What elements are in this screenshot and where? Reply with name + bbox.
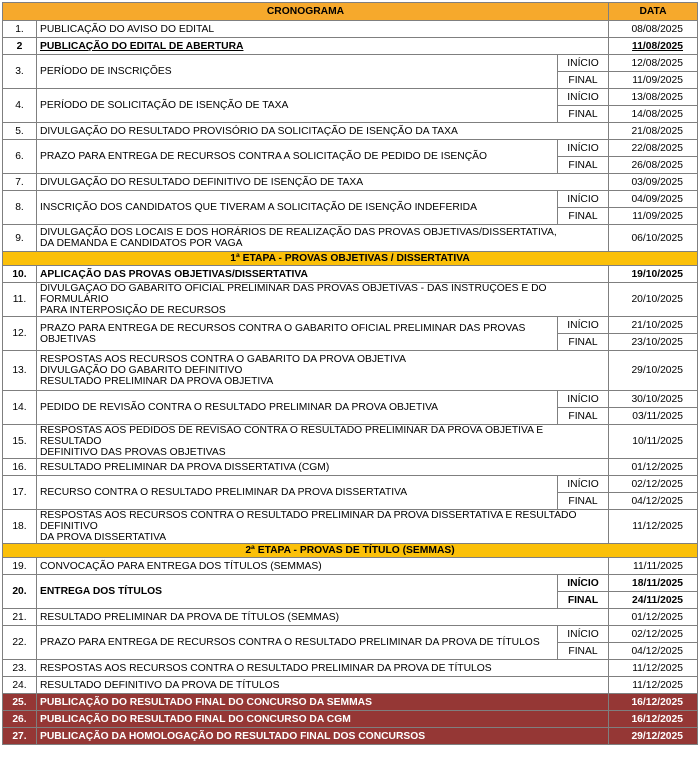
row-number: 16. xyxy=(3,459,37,476)
row-event-line: RESPOSTAS AOS RECURSOS CONTRA O RESULTADO PRELIMINAR DA PROVA DISSERTATIVA E RESULTADO DEFINITIVO xyxy=(40,510,577,532)
table-row xyxy=(3,660,698,677)
row-date: 11/12/2025 xyxy=(609,660,698,677)
stage-row xyxy=(3,252,698,266)
row-date: 06/10/2025 xyxy=(609,225,698,252)
row-event: RECURSO CONTRA O RESULTADO PRELIMINAR DA PROVA DISSERTATIVA xyxy=(37,476,558,510)
row-date: 11/12/2025 xyxy=(609,677,698,694)
row-date-end: 03/11/2025 xyxy=(609,408,698,425)
row-event: CONVOCAÇÃO PARA ENTREGA DOS TÍTULOS (SEMMAS) xyxy=(37,558,609,575)
row-event-line: RESULTADO PRELIMINAR DA PROVA OBJETIVA xyxy=(40,376,274,387)
row-event: PUBLICAÇÃO DO RESULTADO FINAL DO CONCURSO DA SEMMAS xyxy=(37,694,609,711)
table-row xyxy=(3,425,698,459)
table-row xyxy=(3,677,698,694)
row-number: 15. xyxy=(3,425,37,459)
table-row xyxy=(3,558,698,575)
row-number: 20. xyxy=(3,575,37,609)
label-final: FINAL xyxy=(558,592,609,609)
row-date-end: 24/11/2025 xyxy=(609,592,698,609)
table-row xyxy=(3,575,698,592)
row-number: 11. xyxy=(3,283,37,317)
row-event xyxy=(37,351,609,391)
row-event xyxy=(37,510,609,544)
label-final: FINAL xyxy=(558,157,609,174)
row-event: PUBLICAÇÃO DO AVISO DO EDITAL xyxy=(37,21,609,38)
row-date-start: 13/08/2025 xyxy=(609,89,698,106)
row-event-text: PUBLICAÇÃO DO EDITAL DE ABERTURA xyxy=(40,40,244,52)
table-row xyxy=(3,123,698,140)
label-inicio: INÍCIO xyxy=(558,140,609,157)
row-date-end: 04/12/2025 xyxy=(609,643,698,660)
row-event: APLICAÇÃO DAS PROVAS OBJETIVAS/DISSERTATIVA xyxy=(37,266,609,283)
row-date: 16/12/2025 xyxy=(609,694,698,711)
row-event xyxy=(37,283,609,317)
row-event xyxy=(37,317,558,351)
row-number: 14. xyxy=(3,391,37,425)
label-final: FINAL xyxy=(558,493,609,510)
stage-title: 1ª ETAPA - PROVAS OBJETIVAS / DISSERTATIVA xyxy=(3,252,698,266)
row-date-start: 12/08/2025 xyxy=(609,55,698,72)
row-number: 22. xyxy=(3,626,37,660)
row-event-line: DA DEMANDA E CANDIDATOS POR VAGA xyxy=(40,238,243,249)
row-event-line: PRAZO PARA ENTREGA DE RECURSOS CONTRA O GABARITO OFICIAL PRELIMINAR DAS PROVAS xyxy=(40,322,526,334)
row-event: RESPOSTAS AOS RECURSOS CONTRA O RESULTADO PRELIMINAR DA PROVA DE TÍTULOS xyxy=(37,660,609,677)
table-row xyxy=(3,609,698,626)
table-row xyxy=(3,38,698,55)
row-event: PERÍODO DE SOLICITAÇÃO DE ISENÇÃO DE TAXA xyxy=(37,89,558,123)
label-inicio: INÍCIO xyxy=(558,391,609,408)
row-date: 29/12/2025 xyxy=(609,728,698,745)
row-event: PERÍODO DE INSCRIÇÕES xyxy=(37,55,558,89)
row-number: 12. xyxy=(3,317,37,351)
row-date-text: 11/08/2025 xyxy=(632,40,683,52)
table-row xyxy=(3,89,698,106)
row-number: 27. xyxy=(3,728,37,745)
row-number: 8. xyxy=(3,191,37,225)
row-number: 25. xyxy=(3,694,37,711)
row-event xyxy=(37,425,609,459)
row-date: 01/12/2025 xyxy=(609,459,698,476)
row-event: PRAZO PARA ENTREGA DE RECURSOS CONTRA O RESULTADO PRELIMINAR DA PROVA DE TÍTULOS xyxy=(37,626,558,660)
row-event xyxy=(37,38,609,55)
row-date: 21/08/2025 xyxy=(609,123,698,140)
row-date-start: 22/08/2025 xyxy=(609,140,698,157)
row-number: 26. xyxy=(3,711,37,728)
row-event: ENTREGA DOS TÍTULOS xyxy=(37,575,558,609)
row-date-start: 30/10/2025 xyxy=(609,391,698,408)
header-cronograma: CRONOGRAMA xyxy=(3,3,609,21)
row-event: PUBLICAÇÃO DO RESULTADO FINAL DO CONCURSO DA CGM xyxy=(37,711,609,728)
label-inicio: INÍCIO xyxy=(558,626,609,643)
table-row xyxy=(3,711,698,728)
label-final: FINAL xyxy=(558,334,609,351)
row-event: PUBLICAÇÃO DA HOMOLOGAÇÃO DO RESULTADO FINAL DOS CONCURSOS xyxy=(37,728,609,745)
label-inicio: INÍCIO xyxy=(558,476,609,493)
row-event: INSCRIÇÃO DOS CANDIDATOS QUE TIVERAM A SOLICITAÇÃO DE ISENÇÃO INDEFERIDA xyxy=(37,191,558,225)
row-event: PEDIDO DE REVISÃO CONTRA O RESULTADO PRELIMINAR DA PROVA OBJETIVA xyxy=(37,391,558,425)
row-event xyxy=(37,225,609,252)
row-event-line: DIVULGAÇÃO DO GABARITO OFICIAL PRELIMINAR DAS PROVAS OBJETIVAS - DAS INSTRUÇÕES E DO FORMULÁRIO xyxy=(40,283,547,305)
row-event-line: DA PROVA DISSERTATIVA xyxy=(40,532,167,543)
label-final: FINAL xyxy=(558,208,609,225)
row-date xyxy=(609,38,698,55)
label-inicio: INÍCIO xyxy=(558,55,609,72)
row-date-end: 11/09/2025 xyxy=(609,72,698,89)
table-row xyxy=(3,191,698,208)
table-header xyxy=(3,3,698,21)
row-date: 01/12/2025 xyxy=(609,609,698,626)
table-row xyxy=(3,459,698,476)
row-date: 19/10/2025 xyxy=(609,266,698,283)
table-row xyxy=(3,21,698,38)
row-date-end: 14/08/2025 xyxy=(609,106,698,123)
row-date: 11/11/2025 xyxy=(609,558,698,575)
row-number: 10. xyxy=(3,266,37,283)
stage-title: 2ª ETAPA - PROVAS DE TÍTULO (SEMMAS) xyxy=(3,544,698,558)
row-date: 03/09/2025 xyxy=(609,174,698,191)
label-inicio: INÍCIO xyxy=(558,89,609,106)
row-date: 20/10/2025 xyxy=(609,283,698,317)
row-number: 17. xyxy=(3,476,37,510)
table-row xyxy=(3,55,698,72)
row-number: 4. xyxy=(3,89,37,123)
row-event-line: DIVULGAÇÃO DOS LOCAIS E DOS HORÁRIOS DE REALIZAÇÃO DAS PROVAS OBJETIVAS/DISSERTATIVA, xyxy=(40,227,557,238)
row-event: RESULTADO DEFINITIVO DA PROVA DE TÍTULOS xyxy=(37,677,609,694)
row-date-start: 18/11/2025 xyxy=(609,575,698,592)
row-date-end: 11/09/2025 xyxy=(609,208,698,225)
row-date: 29/10/2025 xyxy=(609,351,698,391)
row-event: RESULTADO PRELIMINAR DA PROVA DISSERTATIVA (CGM) xyxy=(37,459,609,476)
row-date: 16/12/2025 xyxy=(609,711,698,728)
row-number: 3. xyxy=(3,55,37,89)
row-date-end: 26/08/2025 xyxy=(609,157,698,174)
label-final: FINAL xyxy=(558,408,609,425)
row-event: DIVULGAÇÃO DO RESULTADO PROVISÓRIO DA SOLICITAÇÃO DE ISENÇÃO DA TAXA xyxy=(37,123,609,140)
table-row xyxy=(3,391,698,408)
table-row xyxy=(3,140,698,157)
row-number: 9. xyxy=(3,225,37,252)
row-date-start: 04/09/2025 xyxy=(609,191,698,208)
row-date-start: 21/10/2025 xyxy=(609,317,698,334)
table-row xyxy=(3,626,698,643)
row-event-line: DEFINITIVO DAS PROVAS OBJETIVAS xyxy=(40,447,226,458)
label-inicio: INÍCIO xyxy=(558,191,609,208)
row-date: 11/12/2025 xyxy=(609,510,698,544)
stage-row xyxy=(3,544,698,558)
label-inicio: INÍCIO xyxy=(558,317,609,334)
row-number: 23. xyxy=(3,660,37,677)
row-number: 6. xyxy=(3,140,37,174)
label-inicio: INÍCIO xyxy=(558,575,609,592)
row-event-line: DIVULGAÇÃO DO GABARITO DEFINITIVO xyxy=(40,365,243,376)
table-row xyxy=(3,476,698,493)
table-row xyxy=(3,728,698,745)
label-final: FINAL xyxy=(558,72,609,89)
row-event-line: OBJETIVAS xyxy=(40,333,96,345)
row-date-start: 02/12/2025 xyxy=(609,476,698,493)
row-event-line: PARA INTERPOSIÇÃO DE RECURSOS xyxy=(40,305,226,316)
row-event-line: RESPOSTAS AOS RECURSOS CONTRA O GABARITO DA PROVA OBJETIVA xyxy=(40,354,407,365)
table-row xyxy=(3,174,698,191)
header-data: DATA xyxy=(609,3,698,21)
row-number: 7. xyxy=(3,174,37,191)
row-number: 18. xyxy=(3,510,37,544)
row-number: 2 xyxy=(3,38,37,55)
row-number: 19. xyxy=(3,558,37,575)
row-number: 21. xyxy=(3,609,37,626)
table-row xyxy=(3,510,698,544)
row-date: 08/08/2025 xyxy=(609,21,698,38)
row-event: PRAZO PARA ENTREGA DE RECURSOS CONTRA A SOLICITAÇÃO DE PEDIDO DE ISENÇÃO xyxy=(37,140,558,174)
table-row xyxy=(3,694,698,711)
label-final: FINAL xyxy=(558,106,609,123)
table-row xyxy=(3,351,698,391)
schedule-table xyxy=(2,2,698,745)
row-date-start: 02/12/2025 xyxy=(609,626,698,643)
table-row xyxy=(3,283,698,317)
row-number: 5. xyxy=(3,123,37,140)
row-event: RESULTADO PRELIMINAR DA PROVA DE TÍTULOS (SEMMAS) xyxy=(37,609,609,626)
row-date: 10/11/2025 xyxy=(609,425,698,459)
row-date-end: 23/10/2025 xyxy=(609,334,698,351)
label-final: FINAL xyxy=(558,643,609,660)
row-event-line: RESPOSTAS AOS PEDIDOS DE REVISÃO CONTRA O RESULTADO PRELIMINAR DA PROVA OBJETIVA E RESULTADO xyxy=(40,425,544,447)
table-row xyxy=(3,225,698,252)
row-date-end: 04/12/2025 xyxy=(609,493,698,510)
row-number: 24. xyxy=(3,677,37,694)
row-event: DIVULGAÇÃO DO RESULTADO DEFINITIVO DE ISENÇÃO DE TAXA xyxy=(37,174,609,191)
table-row xyxy=(3,266,698,283)
table-row xyxy=(3,317,698,334)
row-number: 13. xyxy=(3,351,37,391)
row-number: 1. xyxy=(3,21,37,38)
